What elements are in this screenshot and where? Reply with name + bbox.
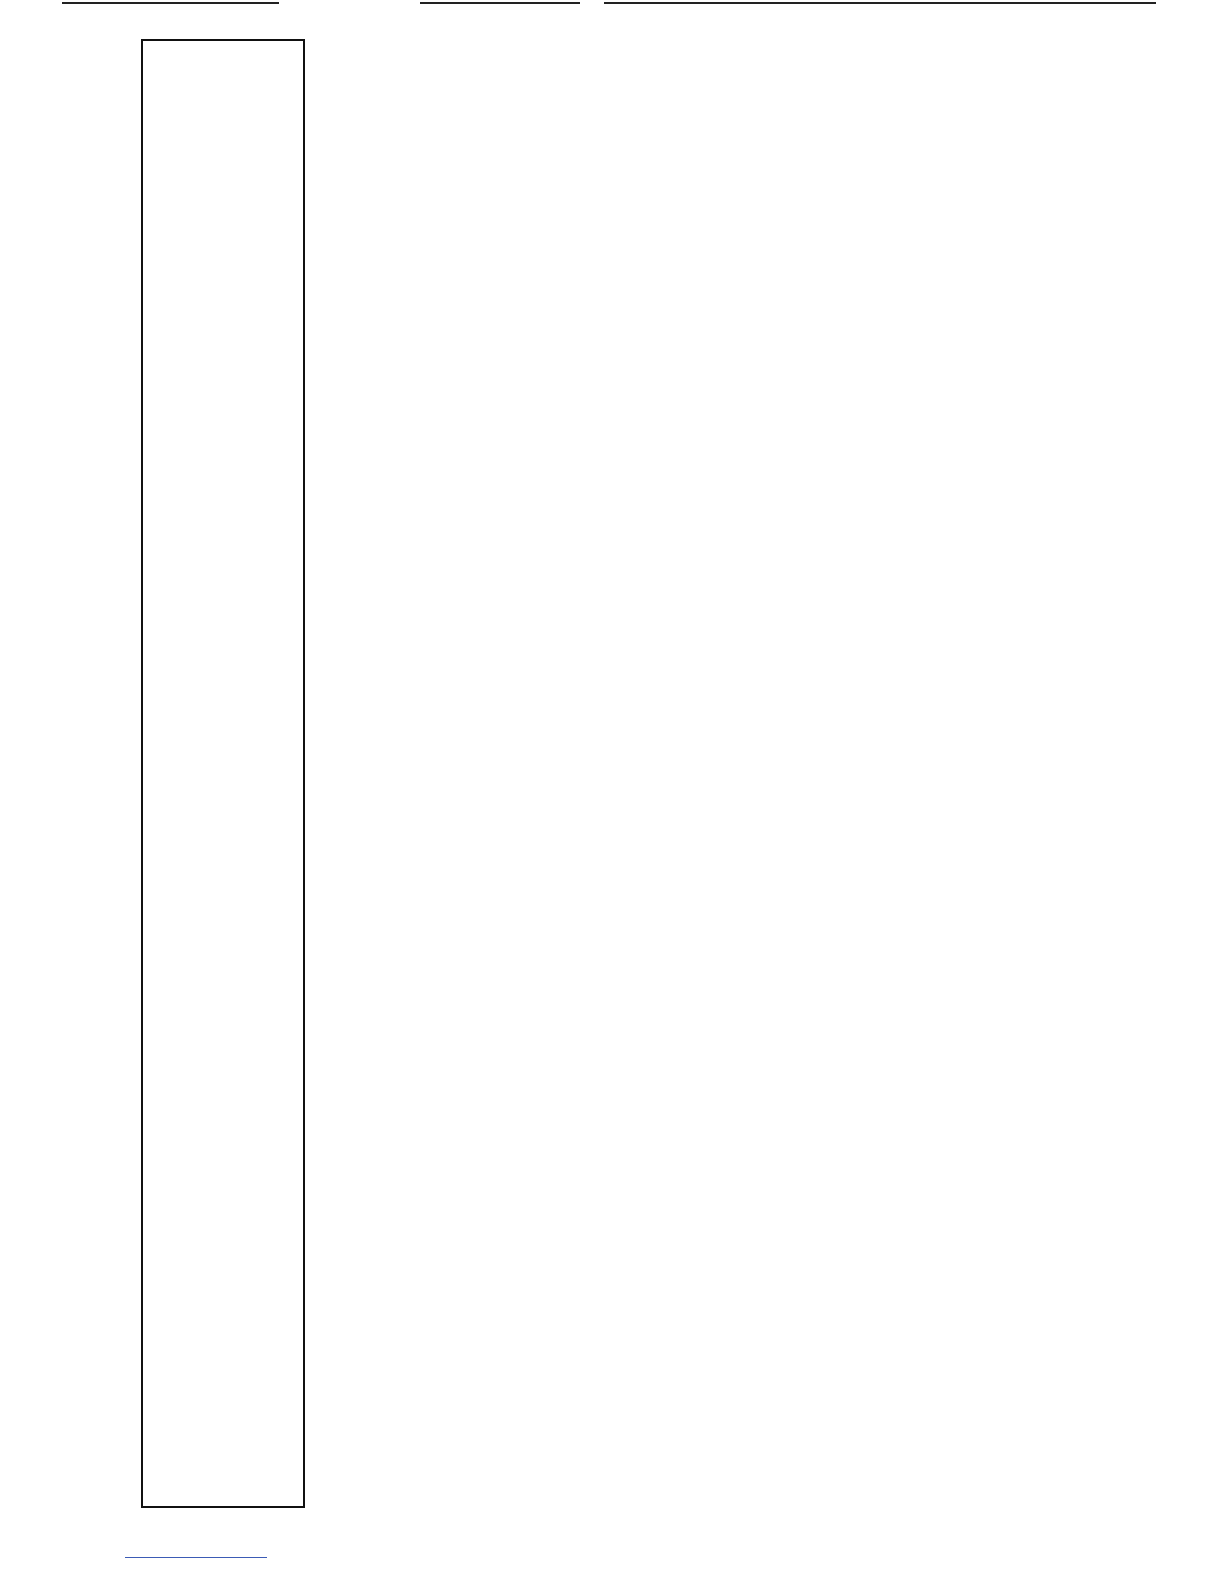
module-panel-outline (142, 40, 304, 1507)
top-rule-mid (420, 2, 580, 4)
document-body (473, 126, 1113, 489)
bottom-rule (125, 1557, 267, 1558)
top-rule-right (604, 2, 1156, 4)
monitor-module-diagram (0, 0, 380, 1530)
